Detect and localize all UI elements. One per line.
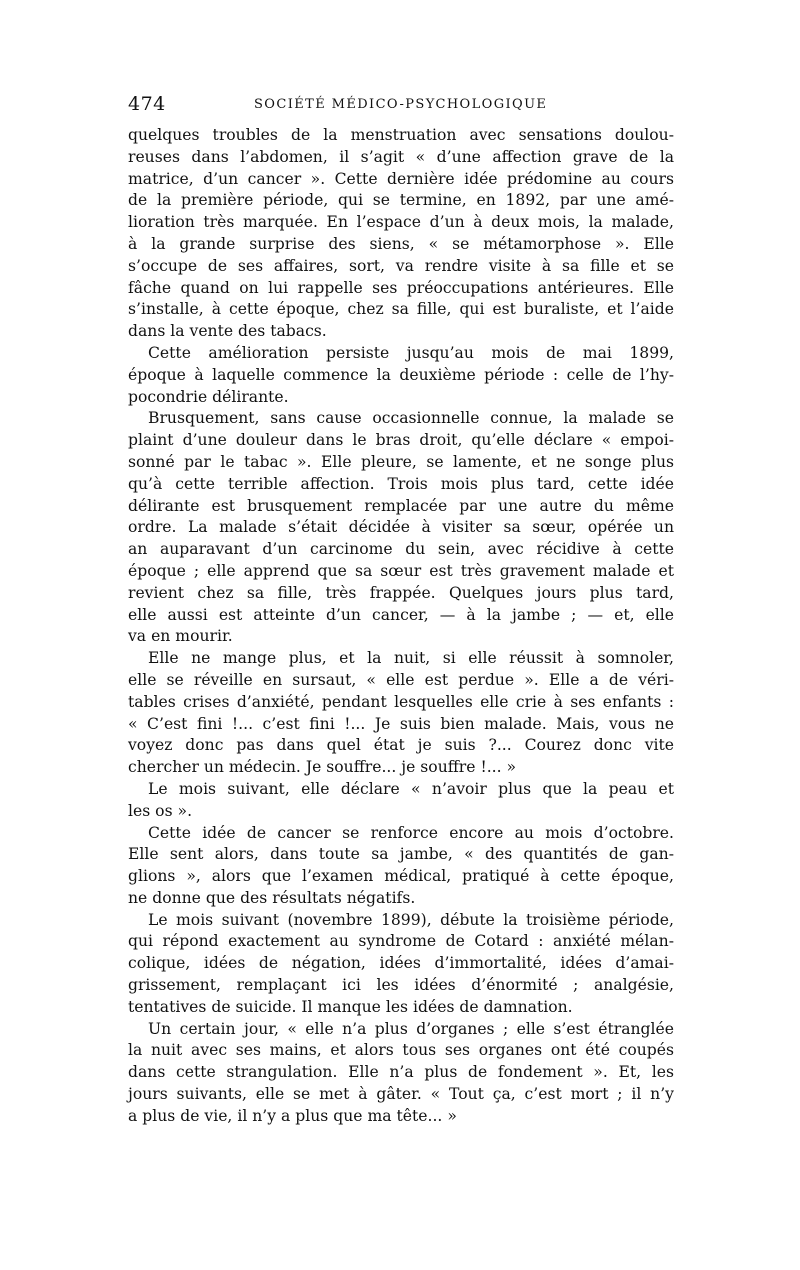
text-line: an auparavant d’un carcinome du sein, avec récidive à cette bbox=[128, 540, 674, 559]
text-line: époque ; elle apprend que sa sœur est très gravement malade et bbox=[128, 561, 674, 580]
text-line: colique, idées de négation, idées d’immortalité, idées d’amai- bbox=[128, 954, 674, 973]
page-number: 474 bbox=[128, 93, 166, 115]
text-line: « C’est fini !... c’est fini !... Je suis bien malade. Mais, vous ne bbox=[128, 714, 674, 733]
text-line: Elle sent alors, dans toute sa jambe, « des quantités de gan- bbox=[128, 845, 674, 864]
text-line: Un certain jour, « elle n’a plus d’organes ; elle s’est étranglée bbox=[148, 1019, 674, 1038]
text-line: délirante est brusquement remplacée par une autre du même bbox=[128, 496, 674, 515]
text-line: Cette amélioration persiste jusqu’au mois de mai 1899, bbox=[148, 343, 674, 362]
text-line: s’installe, à cette époque, chez sa fille, qui est buraliste, et l’aide bbox=[128, 300, 674, 319]
body-text bbox=[128, 125, 674, 1128]
text-line: chercher un médecin. Je souffre... je souffre !... » bbox=[128, 758, 517, 777]
text-line: tables crises d’anxiété, pendant lesquelles elle crie à ses enfants : bbox=[128, 692, 674, 711]
text-line: ordre. La malade s’était décidée à visiter sa sœur, opérée un bbox=[128, 518, 674, 537]
text-line: fâche quand on lui rappelle ses préoccupations antérieures. Elle bbox=[128, 278, 674, 297]
text-line: sonné par le tabac ». Elle pleure, se lamente, et ne songe plus bbox=[128, 452, 674, 471]
text-line: Le mois suivant (novembre 1899), débute la troisième période, bbox=[148, 910, 674, 929]
text-line: grissement, remplaçant ici les idées d’énormité ; analgésie, bbox=[128, 976, 674, 995]
text-line: elle se réveille en sursaut, « elle est perdue ». Elle a de véri- bbox=[128, 670, 674, 689]
text-line: époque à laquelle commence la deuxième période : celle de l’hy- bbox=[128, 365, 674, 384]
text-line: les os ». bbox=[128, 801, 193, 820]
text-line: quelques troubles de la menstruation avec sensations doulou- bbox=[128, 126, 674, 144]
text-line: Elle ne mange plus, et la nuit, si elle réussit à somnoler, bbox=[148, 649, 674, 668]
text-line: jours suivants, elle se met à gâter. « Tout ça, c’est mort ; il n’y bbox=[128, 1085, 674, 1104]
text-line: voyez donc pas dans quel état je suis ?... Courez donc vite bbox=[128, 736, 674, 755]
text-line: Cette idée de cancer se renforce encore au mois d’octobre. bbox=[148, 823, 674, 842]
text-line: dans la vente des tabacs. bbox=[128, 322, 327, 341]
text-line: Brusquement, sans cause occasionnelle connue, la malade se bbox=[148, 409, 674, 428]
text-line: elle aussi est atteinte d’un cancer, — à la jambe ; — et, elle bbox=[128, 605, 674, 624]
text-line: tentatives de suicide. Il manque les idées de damnation. bbox=[128, 997, 573, 1016]
text-line: revient chez sa fille, très frappée. Quelques jours plus tard, bbox=[128, 583, 674, 602]
text-line: a plus de vie, il n’y a plus que ma tête... » bbox=[128, 1106, 457, 1125]
text-line: Le mois suivant, elle déclare « n’avoir plus que la peau et bbox=[148, 779, 674, 798]
text-line: à la grande surprise des siens, « se métamorphose ». Elle bbox=[128, 234, 674, 253]
text-line: glions », alors que l’examen médical, pratiqué à cette époque, bbox=[128, 867, 674, 886]
text-line: la nuit avec ses mains, et alors tous ses organes ont été coupés bbox=[128, 1041, 674, 1060]
text-line: qu’à cette terrible affection. Trois mois plus tard, cette idée bbox=[128, 474, 674, 493]
running-head: SOCIÉTÉ MÉDICO-PSYCHOLOGIQUE bbox=[254, 97, 548, 112]
text-line: lioration très marquée. En l’espace d’un à deux mois, la malade, bbox=[128, 213, 674, 232]
text-line: reuses dans l’abdomen, il s’agit « d’une affection grave de la bbox=[128, 147, 674, 166]
text-line: s’occupe de ses affaires, sort, va rendre visite à sa fille et se bbox=[128, 256, 674, 275]
text-line: qui répond exactement au syndrome de Cotard : anxiété mélan- bbox=[128, 932, 674, 951]
text-line: ne donne que des résultats négatifs. bbox=[128, 888, 416, 907]
text-line: pocondrie délirante. bbox=[128, 387, 289, 406]
text-line: matrice, d’un cancer ». Cette dernière idée prédomine au cours bbox=[128, 169, 674, 188]
text-line: plaint d’une douleur dans le bras droit, qu’elle déclare « empoi- bbox=[128, 431, 674, 450]
text-line: dans cette strangulation. Elle n’a plus de fondement ». Et, les bbox=[128, 1063, 674, 1082]
text-line: va en mourir. bbox=[128, 627, 233, 646]
text-line: de la première période, qui se termine, en 1892, par une amé- bbox=[128, 191, 674, 210]
page-header bbox=[128, 93, 674, 117]
